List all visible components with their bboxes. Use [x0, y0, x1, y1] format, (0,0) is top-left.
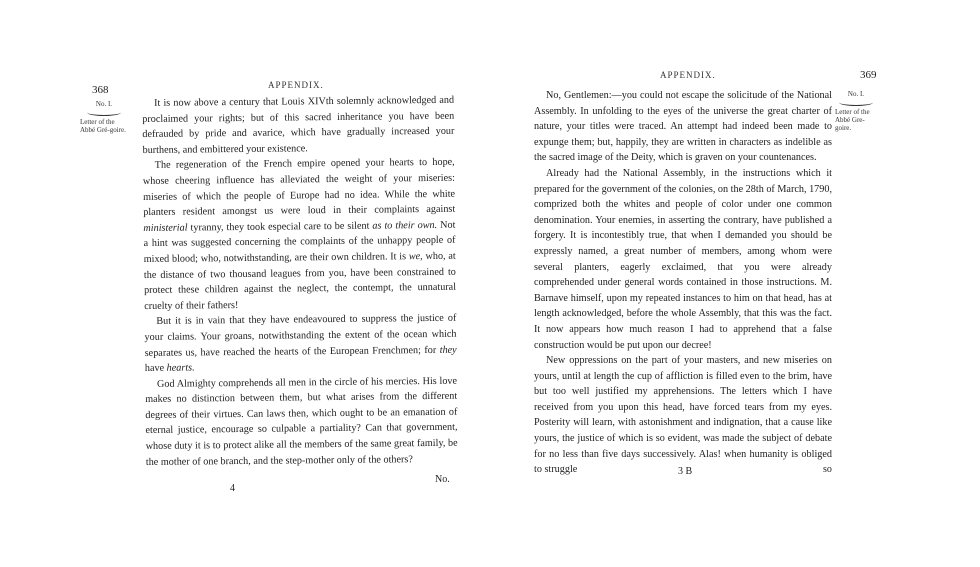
italic-text: hearts.	[166, 362, 195, 374]
page-number: 369	[860, 69, 877, 81]
text-run: God Almighty comprehends all men in the circle of his mercies. His love makes no distinction between them, but what arises from the different degrees of their virtues. Can laws then, which ought to be an emanation of eternal justice, encourage so culpable a partiality? Can that government, whose duty it is to protect alike all the members of the same great family, be the mother of one branch, and the step-mother only of the others?	[145, 375, 458, 468]
right-page	[520, 0, 900, 567]
margin-note-text: Letter of the Abbé Gre-goire.	[835, 108, 870, 132]
page-number: 368	[92, 84, 109, 96]
text-run: But it is in vain that they have endeavoured to suppress the justice of your claims. Your groans, notwithstanding the extent of the ocean which separates us, have reached the hearts of the European Frenchmen; for	[144, 313, 457, 359]
signature-mark: 3 B	[678, 466, 693, 477]
text-run: The regeneration of the French empire opened your hearts to hope, whose cheering influence has alleviated the weight of your miseries: miseries of which the people of Europe had no idea. While the white planters resident amongst us were loud in their complaints against	[142, 157, 456, 219]
text-run: , who, at the distance of two thousand leagues from you, have been constrained to protect these children against the neglect, the contempt, the unnatural cruelty of their fathers!	[143, 250, 457, 312]
brace-icon	[839, 99, 873, 106]
margin-note-label: No. I.	[95, 100, 113, 108]
italic-text: ministerial	[143, 222, 188, 234]
text-run: Already had the National Assembly, in the instructions which it prepared for the government of the colonies, on the 28th of March, 1790, comprized both the whites and people of color under one common denomination. Your enemies, in asserting the contrary, have published a forgery. It is incontestibly true, that when I demanded you should be expressly named, a great number of members, among whom were several planters, eagerly exclaimed, that you were already comprehended under general words contained in those instructions. M. Barnave himself, upon my repeated instances to him on that head, has at length acknowledged, before the whole Assembly, that this was the fact. It now appears how much reason I had to apprehend that a false construction would be put upon our decree!	[534, 167, 832, 351]
running-head: APPENDIX.	[660, 70, 716, 80]
brace-icon	[87, 109, 121, 116]
signature-mark: 4	[230, 483, 235, 494]
margin-note	[80, 100, 128, 134]
text-run: Not a hint was suggested concerning the complaints of the unhappy people of mixed blood; who, notwithstanding, are their own children. It is	[143, 219, 456, 265]
text-run: It is now above a century that Louis XIVth solemnly acknowledged and proclaimed your rights; but of this sacred inheritance you have been defrauded by pride and avarice, which have gradually increased your burthens, and embittered your existence.	[142, 94, 455, 156]
text-run: tyranny, they took especial care to be silent	[187, 220, 373, 234]
margin-note-label: No. I.	[847, 90, 865, 98]
body-text	[534, 88, 832, 478]
paragraph	[534, 88, 832, 166]
running-head: APPENDIX.	[268, 80, 324, 90]
paragraph	[142, 93, 455, 159]
text-run: No, Gentlemen:—you could not escape the solicitude of the National Assembly. In unfolding to the eyes of the universe the great charter of nature, your titles were traced. An attempt had indeed been made to expunge them; but, happily, they are written in characters as indelible as the sacred image of the Deity, which is graven on your countenances.	[534, 90, 832, 164]
italic-text: they	[439, 344, 457, 356]
paragraph	[145, 373, 458, 470]
paragraph	[534, 353, 832, 478]
italic-text: as to their own.	[372, 219, 438, 232]
text-run: have	[144, 362, 167, 375]
body-text	[142, 93, 458, 470]
catchword: No.	[435, 474, 450, 485]
left-page	[80, 0, 470, 567]
margin-note	[835, 90, 877, 132]
catchword: so	[823, 464, 832, 475]
text-run: New oppressions on the part of your masters, and new miseries on yours, until at length the cup of affliction is filled even to the brim, have but too well justified my apprehensions. The letters which I have received from you upon this head, have forced tears from my eyes. Posterity will learn, with astonishment and indignation, that a cause like yours, the justice of which is so evident, was made the subject of debate for no less than five days successively. Alas! when humanity is obliged to struggle	[534, 355, 832, 476]
paragraph	[534, 166, 832, 353]
paragraph	[143, 155, 457, 314]
margin-note-text: Letter of the Abbé Gré-goire.	[80, 118, 126, 134]
italic-text: we	[408, 251, 421, 263]
paragraph	[144, 311, 457, 377]
